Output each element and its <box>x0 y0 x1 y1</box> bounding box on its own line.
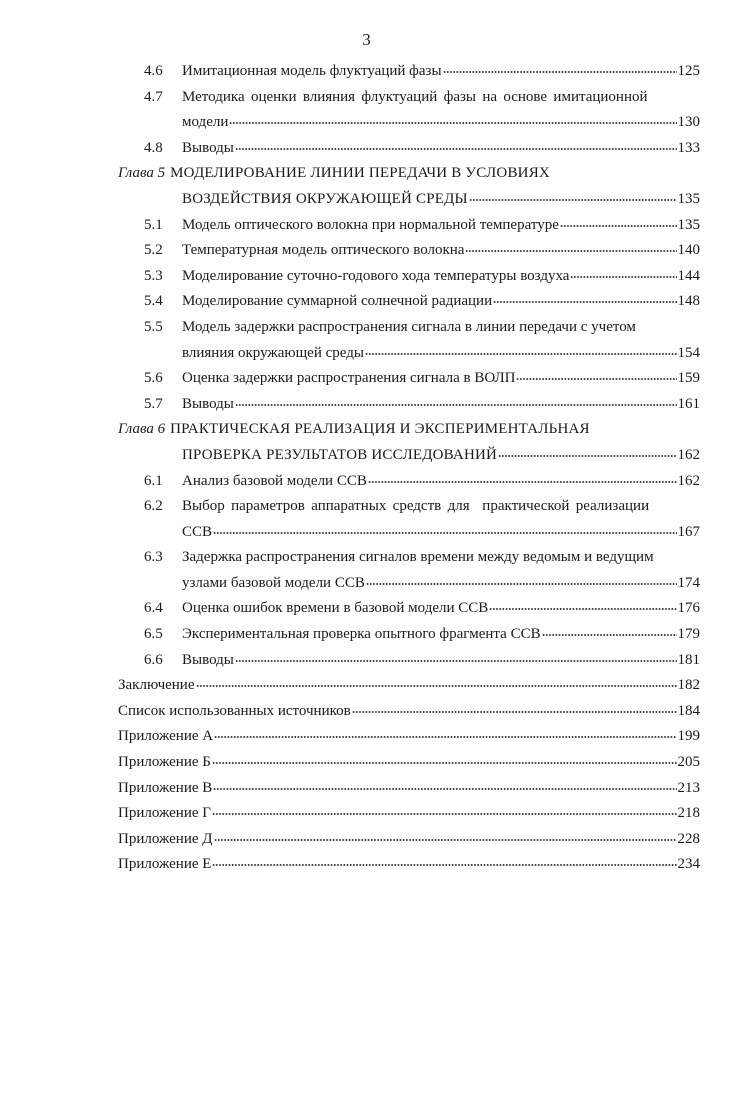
toc-entry[interactable] <box>118 622 700 648</box>
leader-dots <box>235 659 677 663</box>
toc-entry-top[interactable] <box>118 750 700 776</box>
toc-entry-title: Имитационная модель флуктуаций фазы <box>182 63 442 79</box>
chapter-title-cont: ПРОВЕРКА РЕЗУЛЬТАТОВ ИССЛЕДОВАНИЙ <box>182 446 498 463</box>
toc-entry-title: Приложение Д <box>118 830 213 847</box>
toc-entry-title: Приложение Г <box>118 805 211 822</box>
toc-entry-number: 6.2 <box>144 498 163 515</box>
toc-entry-number: 6.3 <box>144 549 163 566</box>
toc-entry[interactable] <box>118 289 700 315</box>
leader-dots <box>516 377 676 381</box>
toc-entry-number: 5.6 <box>144 370 163 387</box>
toc-entry-number: 5.4 <box>144 293 163 310</box>
toc-entry-continuation[interactable] <box>118 341 700 367</box>
toc-entry-number: 5.5 <box>144 318 163 335</box>
leader-dots <box>542 633 677 637</box>
leader-dots <box>213 531 676 535</box>
leader-dots <box>235 403 677 407</box>
toc-entry-title: Оценка задержки распространения сигнала в ВОЛП <box>182 370 516 387</box>
page-number: 3 <box>362 30 371 49</box>
leader-dots <box>493 300 676 304</box>
toc-entry-continuation[interactable] <box>118 520 700 546</box>
toc-entry-page: 199 <box>677 728 700 745</box>
toc-entry-page: 159 <box>677 370 700 387</box>
toc-entry-title: Приложение А <box>118 728 214 745</box>
toc-entry-page: 205 <box>677 754 700 771</box>
toc-entry[interactable] <box>118 85 700 111</box>
toc-entry-title: Анализ базовой модели ССВ <box>182 472 367 489</box>
leader-dots <box>196 684 677 688</box>
toc-chapter-continuation[interactable] <box>118 443 700 469</box>
toc-entry-top[interactable] <box>118 724 700 750</box>
toc-entry-number: 5.2 <box>144 242 163 259</box>
leader-dots <box>560 224 677 228</box>
toc-entry[interactable] <box>118 494 700 520</box>
toc-entry-title-cont: узлами базовой модели ССВ <box>182 574 365 591</box>
toc-entry-title: Температурная модель оптического волокна <box>182 242 465 259</box>
toc-entry-number: 6.1 <box>144 472 163 489</box>
toc-entry-number: 4.8 <box>144 139 163 156</box>
toc-entry-title: Моделирование суммарной солнечной радиации <box>182 293 493 310</box>
chapter-title: МОДЕЛИРОВАНИЕ ЛИНИИ ПЕРЕДАЧИ В УСЛОВИЯХ <box>170 165 550 182</box>
toc-entry[interactable] <box>118 136 700 162</box>
toc-entry[interactable] <box>118 469 700 495</box>
chapter-label: Глава 6 <box>118 421 166 438</box>
leader-dots <box>212 761 677 765</box>
toc-entry[interactable] <box>118 596 700 622</box>
toc-chapter-continuation[interactable] <box>118 187 700 213</box>
toc-entry[interactable] <box>118 213 700 239</box>
toc-entry-number: 5.1 <box>144 216 163 233</box>
toc-entry[interactable] <box>118 59 700 85</box>
chapter-title-cont: ВОЗДЕЙСТВИЯ ОКРУЖАЮЩЕЙ СРЕДЫ <box>182 190 468 207</box>
toc-entry-page: 162 <box>677 446 700 463</box>
toc-entry-top[interactable] <box>118 776 700 802</box>
toc-entry[interactable] <box>118 315 700 341</box>
leader-dots <box>366 582 677 586</box>
toc-entry[interactable] <box>118 648 700 674</box>
toc-entry[interactable] <box>118 545 700 571</box>
toc-entry[interactable] <box>118 264 700 290</box>
toc-entry-title: Моделирование суточно-годового хода температуры воздуха <box>182 267 570 284</box>
toc-entry-top[interactable] <box>118 673 700 699</box>
leader-dots <box>570 275 676 279</box>
toc-entry-page: 176 <box>677 600 700 617</box>
toc-entry-page: 179 <box>677 626 700 643</box>
leader-dots <box>365 352 677 356</box>
table-of-contents <box>118 59 700 878</box>
toc-entry-page: 182 <box>677 677 700 694</box>
toc-entry-title: Задержка распространения сигналов времени между ведомым и ведущим <box>182 549 654 566</box>
toc-entry-title: Выводы <box>182 651 234 668</box>
leader-dots <box>212 863 676 867</box>
toc-entry-title-cont: ССВ <box>182 523 213 540</box>
toc-entry-page: 144 <box>677 267 700 284</box>
leader-dots <box>214 735 676 739</box>
toc-entry-page: 133 <box>677 139 700 156</box>
toc-entry-page: 234 <box>677 856 700 873</box>
toc-chapter[interactable] <box>118 417 700 443</box>
leader-dots <box>465 249 676 253</box>
toc-entry-page: 154 <box>677 344 700 361</box>
toc-entry-page: 218 <box>677 805 700 822</box>
leader-dots <box>214 838 677 842</box>
toc-entry-page: 140 <box>677 242 700 259</box>
toc-entry-title-cont: модели <box>182 114 229 131</box>
toc-entry-top[interactable] <box>118 852 700 878</box>
chapter-label: Глава 5 <box>118 165 166 182</box>
toc-entry-title: Выводы <box>182 139 234 156</box>
toc-entry-title: Приложение В <box>118 779 213 796</box>
chapter-title: ПРАКТИЧЕСКАЯ РЕАЛИЗАЦИЯ И ЭКСПЕРИМЕНТАЛЬНАЯ <box>170 421 590 438</box>
toc-entry-page: 135 <box>677 190 700 207</box>
toc-entry-page: 181 <box>677 651 700 668</box>
toc-entry-page: 130 <box>677 114 700 131</box>
toc-entry-page: 148 <box>677 293 700 310</box>
toc-entry-page: 161 <box>677 395 700 412</box>
leader-dots <box>213 787 676 791</box>
leader-dots <box>229 121 676 125</box>
toc-entry-number: 4.7 <box>144 88 163 105</box>
toc-entry-title: Методика оценки влияния флуктуаций фазы на основе имитационной <box>182 88 648 105</box>
toc-entry-number: 4.6 <box>144 63 163 79</box>
toc-chapter[interactable] <box>118 161 700 187</box>
toc-entry-title: Приложение Б <box>118 754 211 771</box>
leader-dots <box>235 147 677 151</box>
toc-entry-top[interactable] <box>118 827 700 853</box>
toc-entry-page: 167 <box>677 523 700 540</box>
toc-entry-title: Приложение Е <box>118 856 212 873</box>
toc-entry-number: 6.4 <box>144 600 163 617</box>
leader-dots <box>212 812 677 816</box>
toc-entry-page: 125 <box>677 63 700 79</box>
toc-entry-continuation[interactable] <box>118 571 700 597</box>
toc-entry-title: Оценка ошибок времени в базовой модели ССВ <box>182 600 489 617</box>
leader-dots <box>498 454 676 458</box>
toc-entry-number: 6.5 <box>144 626 163 643</box>
toc-entry[interactable] <box>118 366 700 392</box>
leader-dots <box>469 198 677 202</box>
toc-entry-page: 228 <box>677 830 700 847</box>
toc-entry-title: Выбор параметров аппаратных средств для практической реализации <box>182 498 650 515</box>
toc-entry[interactable] <box>118 392 700 418</box>
toc-entry-top[interactable] <box>118 699 700 725</box>
toc-entry-number: 6.6 <box>144 651 163 668</box>
toc-entry-title-cont: влияния окружающей среды <box>182 344 364 361</box>
toc-entry-title: Список использованных источников <box>118 702 351 719</box>
toc-entry-title: Выводы <box>182 395 234 412</box>
leader-dots <box>489 607 676 611</box>
toc-entry-page: 174 <box>677 574 700 591</box>
toc-entry-title: Заключение <box>118 677 195 694</box>
toc-entry-page: 135 <box>677 216 700 233</box>
toc-entry-title: Экспериментальная проверка опытного фрагмента ССВ <box>182 626 541 643</box>
leader-dots <box>368 480 677 484</box>
toc-entry-continuation[interactable] <box>118 110 700 136</box>
toc-entry-page: 184 <box>677 702 700 719</box>
toc-entry-title: Модель оптического волокна при нормальной температуре <box>182 216 559 233</box>
toc-entry-number: 5.7 <box>144 395 163 412</box>
toc-entry-title: Модель задержки распространения сигнала в линии передачи с учетом <box>182 318 636 335</box>
toc-entry-top[interactable] <box>118 801 700 827</box>
toc-entry-page: 162 <box>677 472 700 489</box>
leader-dots <box>443 70 677 74</box>
leader-dots <box>352 710 677 714</box>
toc-entry-number: 5.3 <box>144 267 163 284</box>
toc-entry-page: 213 <box>677 779 700 796</box>
toc-entry[interactable] <box>118 238 700 264</box>
